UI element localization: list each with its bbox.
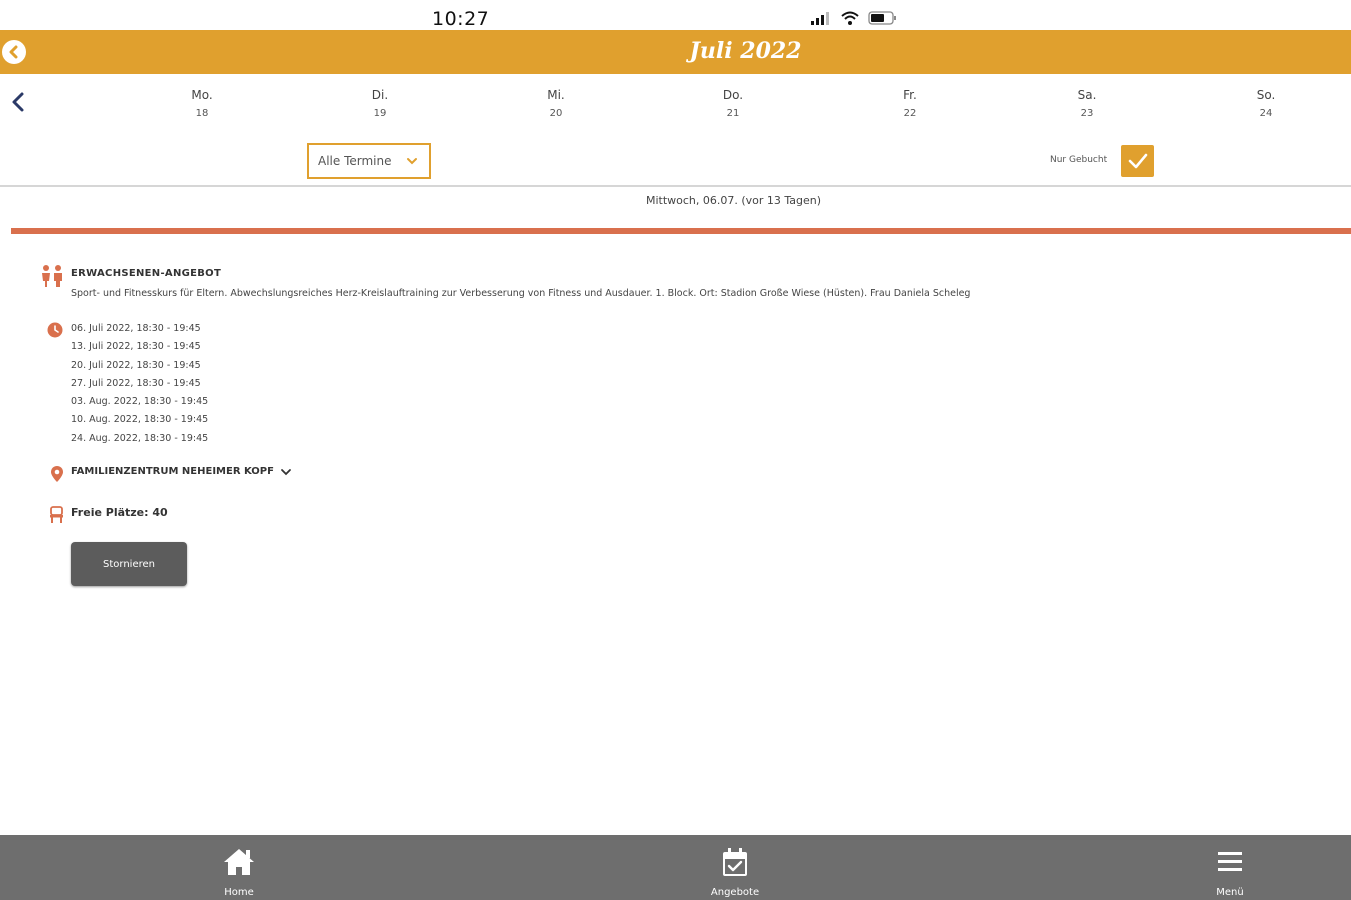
- status-bar: [0, 0, 1351, 30]
- day-weekday: Fr.: [903, 88, 917, 102]
- checkmark-icon: [1128, 153, 1148, 169]
- bottom-navigation: [0, 835, 1351, 900]
- day-number: 20: [549, 108, 563, 119]
- previous-week-button[interactable]: [8, 90, 30, 114]
- page-title: Juli 2022: [689, 38, 802, 64]
- clock-icon: [47, 322, 63, 338]
- day-thursday[interactable]: [703, 88, 763, 119]
- free-places: Freie Plätze: 40: [71, 506, 168, 519]
- day-weekday: Di.: [371, 88, 389, 102]
- day-number: 18: [195, 108, 209, 119]
- nav-menu[interactable]: [1190, 847, 1270, 898]
- date-item: 27. Juli 2022, 18:30 - 19:45: [71, 377, 201, 389]
- accent-divider: [11, 228, 1351, 234]
- location-pin-icon: [50, 465, 64, 483]
- chevron-down-icon: [406, 156, 418, 166]
- signal-icon: [810, 11, 832, 25]
- day-saturday[interactable]: [1057, 88, 1117, 119]
- date-item: 20. Juli 2022, 18:30 - 19:45: [71, 359, 201, 371]
- date-item: 03. Aug. 2022, 18:30 - 19:45: [71, 396, 209, 408]
- date-item: 06. Juli 2022, 18:30 - 19:45: [71, 323, 201, 334]
- cancel-booking-button[interactable]: Stornieren: [71, 542, 187, 586]
- dates-list: [71, 322, 208, 450]
- nav-home-label: Home: [224, 887, 254, 898]
- day-weekday: Mo.: [191, 88, 213, 102]
- day-number: 21: [726, 108, 740, 119]
- nav-menu-label: Menü: [1216, 887, 1244, 898]
- wifi-icon: [840, 11, 860, 25]
- day-weekday: Do.: [722, 88, 744, 102]
- chevron-left-icon: [8, 90, 30, 114]
- day-weekday: Mi.: [547, 88, 565, 102]
- location-name: FAMILIENZENTRUM NEHEIMER KOPF: [71, 466, 274, 477]
- section-divider: [0, 185, 1351, 187]
- booked-only-checkbox[interactable]: [1121, 145, 1154, 177]
- hamburger-menu-icon: [1216, 847, 1244, 877]
- day-number: 22: [903, 108, 917, 119]
- day-weekday: So.: [1256, 88, 1276, 102]
- day-monday[interactable]: [172, 88, 232, 119]
- appointment-filter-select[interactable]: [307, 143, 431, 179]
- battery-icon: [868, 11, 898, 25]
- home-icon: [222, 847, 256, 877]
- chevron-down-icon: [280, 467, 292, 477]
- day-friday[interactable]: [880, 88, 940, 119]
- day-number: 19: [373, 108, 387, 119]
- day-weekday: Sa.: [1077, 88, 1097, 102]
- seat-icon: [49, 506, 64, 523]
- day-wednesday[interactable]: [526, 88, 586, 119]
- filter-select-value: Alle Termine: [318, 154, 392, 168]
- day-number: 24: [1259, 108, 1273, 119]
- day-sunday[interactable]: [1236, 88, 1296, 119]
- entry-category: ERWACHSENEN-ANGEBOT: [71, 268, 222, 279]
- status-time: 10:27: [432, 8, 490, 30]
- selected-date-info: Mittwoch, 06.07. (vor 13 Tagen): [645, 194, 822, 207]
- nav-offers[interactable]: [695, 847, 775, 898]
- nav-home[interactable]: [199, 847, 279, 898]
- day-number: 23: [1080, 108, 1094, 119]
- family-icon: [39, 264, 65, 288]
- calendar-check-icon: [721, 847, 749, 877]
- status-icons: [810, 11, 898, 25]
- date-item: 10. Aug. 2022, 18:30 - 19:45: [71, 414, 209, 426]
- booked-only-label: Nur Gebucht: [1050, 155, 1108, 165]
- date-item: 13. Juli 2022, 18:30 - 19:45: [71, 341, 201, 353]
- date-item: 24. Aug. 2022, 18:30 - 19:45: [71, 432, 209, 444]
- entry-description: Sport- und Fitnesskurs für Eltern. Abwechslungsreiches Herz-Kreislauftraining zur Verbesserung von Fitness und Ausdauer. 1. Block. Ort: Stadion Große Wiese (Hüsten). Frau Daniela Scheleg: [71, 288, 971, 299]
- day-tuesday[interactable]: [350, 88, 410, 119]
- location-toggle[interactable]: [71, 466, 292, 477]
- nav-offers-label: Angebote: [710, 887, 760, 898]
- app-header: [0, 30, 1351, 74]
